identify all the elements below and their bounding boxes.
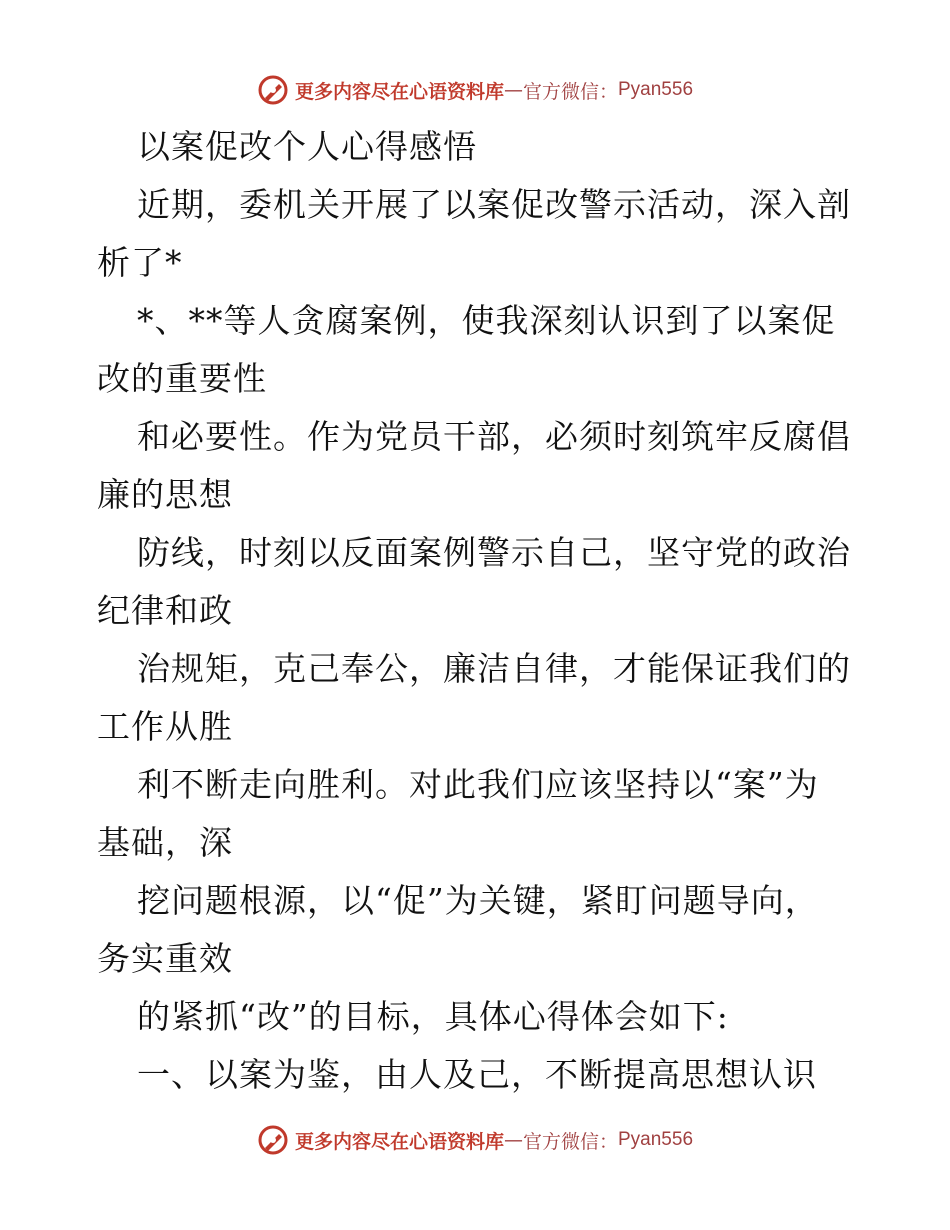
paragraph-line: 治规矩，克己奉公，廉洁自律，才能保证我们的 <box>137 649 851 688</box>
section-heading: 一、以案为鉴，由人及己，不断提高思想认识 <box>137 1055 817 1094</box>
paragraph-line: 务实重效 <box>97 939 233 978</box>
paragraph-line: 析了* <box>97 243 183 282</box>
paragraph-line: 利不断走向胜利。对此我们应该坚持以“案”为 <box>137 765 819 804</box>
footer-watermark-banner <box>0 1120 950 1160</box>
paragraph-line: 改的重要性 <box>97 359 267 398</box>
banner-wechat-id: Pyan556 <box>618 1129 694 1150</box>
banner-wechat-label: 官方微信： <box>522 80 618 103</box>
banner-main-text: 更多内容尽在心语资料库 <box>294 80 504 103</box>
banner-dash: — <box>503 79 523 101</box>
banner-wechat-id: Pyan556 <box>618 79 694 100</box>
header-watermark-banner <box>0 70 950 110</box>
paragraph-line: 近期，委机关开展了以案促改警示活动，深入剖 <box>137 185 851 224</box>
paragraph-line: 挖问题根源，以“促”为关键，紧盯问题导向， <box>137 881 819 920</box>
paragraph-line: 的紧抓“改”的目标，具体心得体会如下: <box>137 997 729 1036</box>
banner-wechat-label: 官方微信： <box>522 1130 618 1153</box>
document-body <box>97 118 857 1104</box>
paragraph-line: 防线，时刻以反面案例警示自己，坚守党的政治 <box>137 533 851 572</box>
paragraph-line: 工作从胜 <box>97 707 233 746</box>
paragraph-line: 廉的思想 <box>97 475 233 514</box>
document-title: 以案促改个人心得感悟 <box>137 127 477 166</box>
paragraph-line: 纪律和政 <box>97 591 233 630</box>
banner-dash: — <box>503 1129 523 1151</box>
paragraph-line: *、**等人贪腐案例，使我深刻认识到了以案促 <box>137 301 836 340</box>
banner-main-text: 更多内容尽在心语资料库 <box>294 1130 504 1153</box>
paragraph-line: 基础，深 <box>97 823 233 862</box>
pen-logo-icon <box>257 74 289 106</box>
paragraph-line: 和必要性。作为党员干部，必须时刻筑牢反腐倡 <box>137 417 851 456</box>
pen-logo-icon <box>257 1124 289 1156</box>
